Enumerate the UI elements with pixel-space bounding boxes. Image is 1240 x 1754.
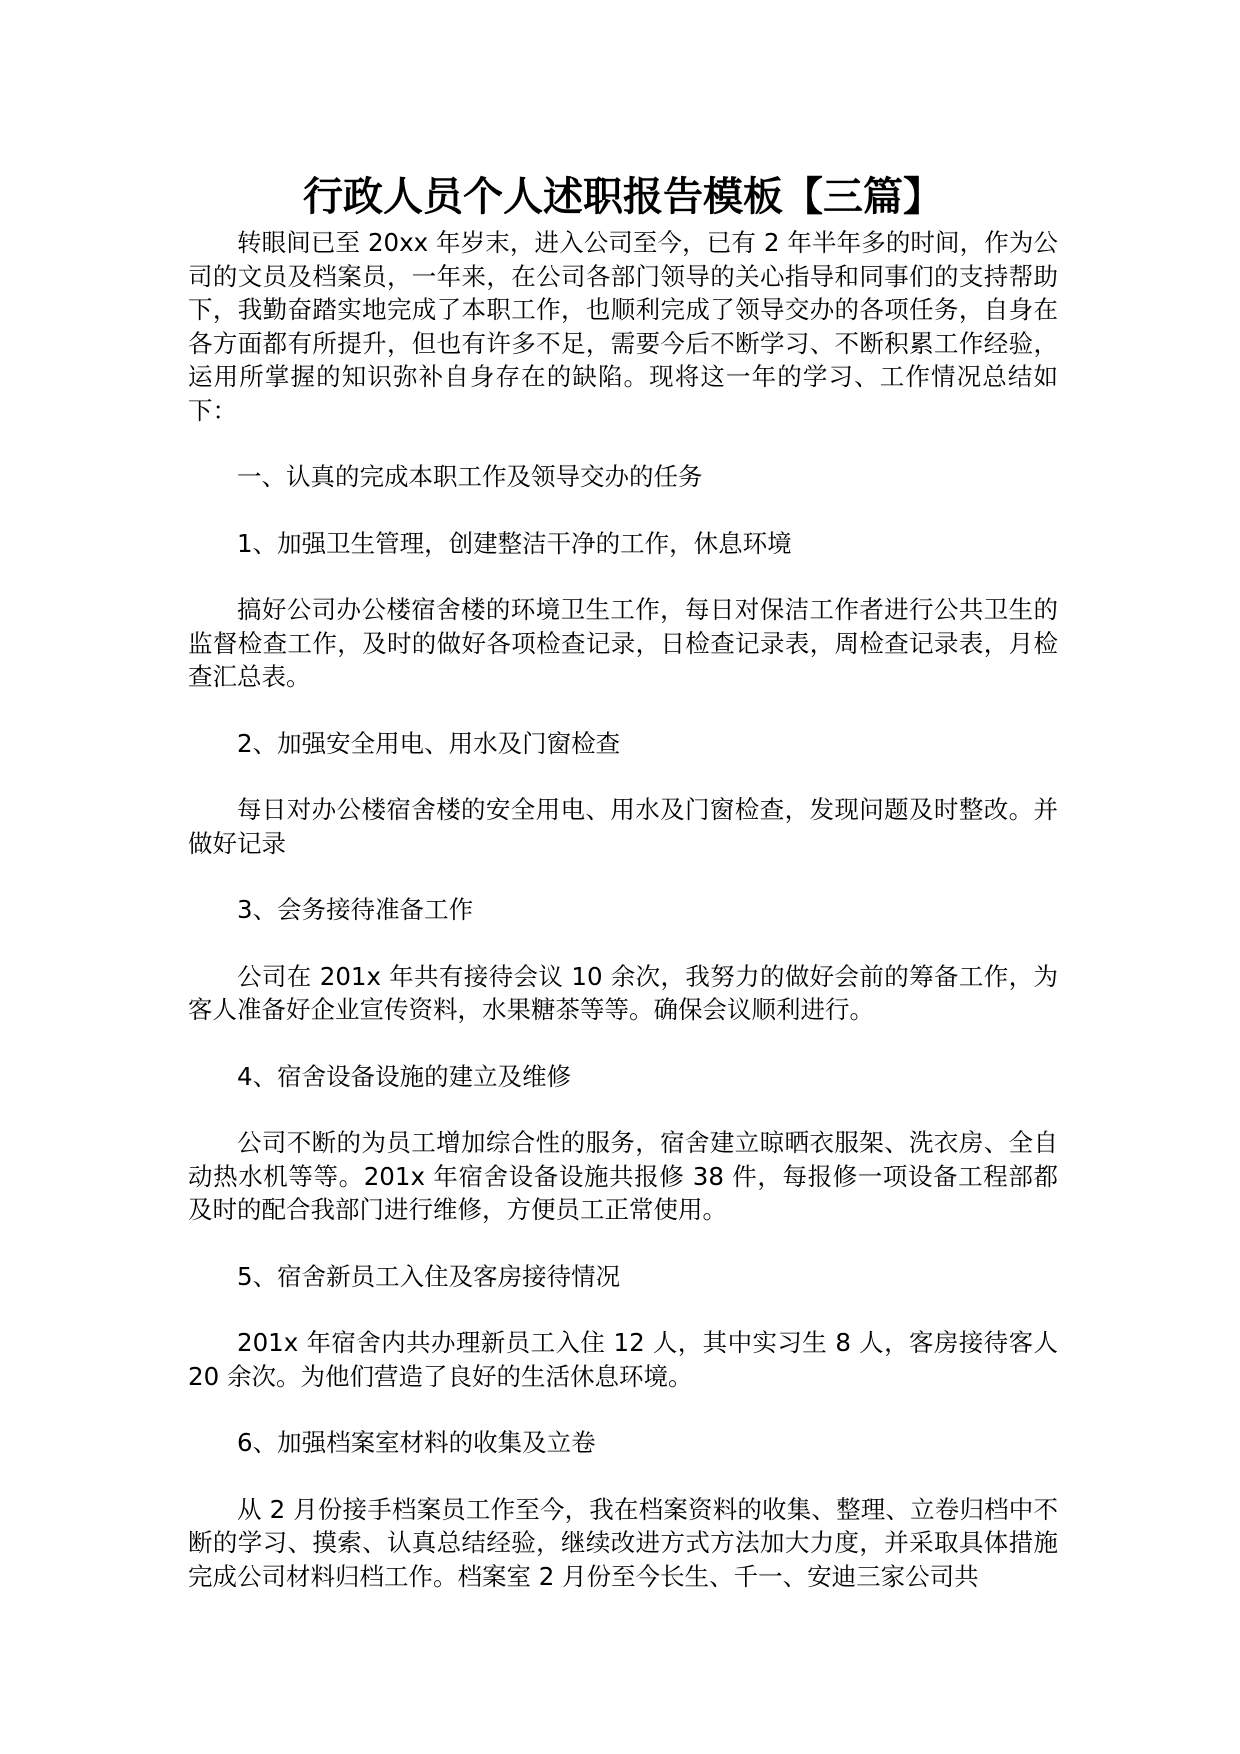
paragraph-hygiene: 搞好公司办公楼宿舍楼的环境卫生工作，每日对保洁工作者进行公共卫生的监督检查工作，及时的做好各项检查记录，日检查记录表，周检查记录表，月检查汇总表。 bbox=[188, 595, 1058, 691]
subheading-5: 5、宿舍新员工入住及客房接待情况 bbox=[237, 1261, 621, 1291]
paragraph-intro: 转眼间已至 20xx 年岁末，进入公司至今，已有 2 年半年多的时间，作为公司的文员及档案员，一年来，在公司各部门领导的关心指导和同事们的支持帮助下，我勤奋踏实地完成了本职工作，也顺利完成了领导交办的各项任务，自身在各方面都有所提升，但也有许多不足，需要今后不断学习、不断积累工作经验，运用所掌握的知识弥补自身存在的缺陷。现将这一年的学习、工作情况总结如下： bbox=[188, 228, 1058, 425]
subheading-2: 2、加强安全用电、用水及门窗检查 bbox=[237, 728, 621, 758]
subheading-1: 1、加强卫生管理，创建整洁干净的工作，休息环境 bbox=[237, 528, 792, 558]
document-page bbox=[188, 168, 1058, 1593]
paragraph-archives: 从 2 月份接手档案员工作至今，我在档案资料的收集、整理、立卷归档中不断的学习、摸索、认真总结经验，继续改进方式方法加大力度，并采取具体措施完成公司材料归档工作。档案室 2 月份至今长生、千一、安迪三家公司共 bbox=[188, 1494, 1058, 1591]
paragraph-meetings: 公司在 201x 年共有接待会议 10 余次，我努力的做好会前的筹备工作，为客人准备好企业宣传资料，水果糖茶等等。确保会议顺利进行。 bbox=[188, 961, 1058, 1024]
subheading-4: 4、宿舍设备设施的建立及维修 bbox=[237, 1061, 572, 1091]
section-heading-1: 一、认真的完成本职工作及领导交办的任务 bbox=[237, 462, 703, 491]
paragraph-dormitory-facilities: 公司不断的为员工增加综合性的服务，宿舍建立晾晒衣服架、洗衣房、全自动热水机等等。201x 年宿舍设备设施共报修 38 件，每报修一项设备工程部都及时的配合我部门进行维修，方便员工正常使用。 bbox=[188, 1128, 1058, 1224]
paragraph-new-staff: 201x 年宿舍内共办理新员工入住 12 人，其中实习生 8 人，客房接待客人 20 余次。为他们营造了良好的生活休息环境。 bbox=[188, 1328, 1058, 1391]
paragraph-safety: 每日对办公楼宿舍楼的安全用电、用水及门窗检查，发现问题及时整改。并做好记录 bbox=[188, 795, 1058, 858]
document-title: 行政人员个人述职报告模板【三篇】 bbox=[303, 174, 943, 220]
subheading-6: 6、加强档案室材料的收集及立卷 bbox=[237, 1428, 596, 1457]
subheading-3: 3、会务接待准备工作 bbox=[237, 895, 474, 924]
